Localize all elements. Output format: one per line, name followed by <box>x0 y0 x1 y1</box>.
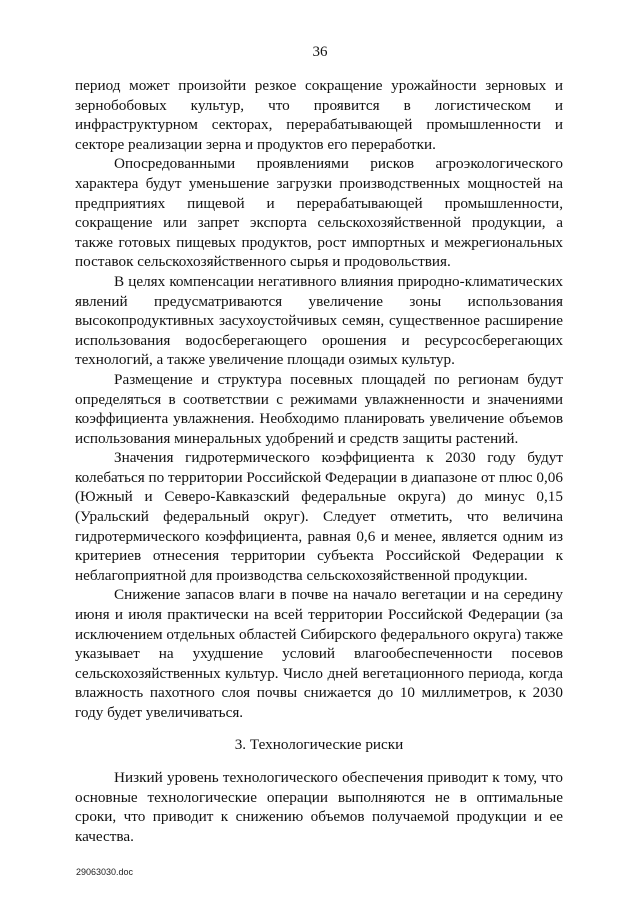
paragraph: Низкий уровень технологического обеспечения приводит к тому, что основные технологические операции выполняются не в оптимальные сроки, что приводит к снижению объемов получаемой продукции и ее качества. <box>75 769 563 845</box>
paragraph: Опосредованными проявлениями рисков агроэкологического характера будут уменьшение загрузки производственных мощностей на предприятиях пищевой и перерабатывающей промышленности, сокращение или запрет экспорта сельскохозяйственной продукции, а также готовых пищевых продуктов, рост импортных и межрегиональных поставок сельскохозяйственного сырья и продовольствия. <box>75 155 563 271</box>
paragraph-continued: период может произойти резкое сокращение урожайности зерновых и зернобобовых культур, что проявится в логистическом и инфраструктурном секторах, перерабатывающей промышленности и секторе реализации зерна и продуктов его переработки. <box>75 77 563 153</box>
paragraph: Снижение запасов влаги в почве на начало вегетации и на середину июня и июля практически на всей территории Российской Федерации (за исключением отдельных областей Сибирского федерального округа) также указывает на ухудшение условий влагообеспеченности посевов сельскохозяйственных культур. Число дней вегетационного периода, когда влажность пахотного слоя почвы снижается до 10 миллиметров, к 2030 году будет увеличиваться. <box>75 586 563 721</box>
paragraph: Размещение и структура посевных площадей по регионам будут определяться в соответствии с режимами увлажненности и значениями коэффициента увлажнения. Необходимо планировать увеличение объемов использования минеральных удобрений и средств защиты растений. <box>75 370 563 447</box>
document-body <box>75 76 563 847</box>
page-number: 36 <box>312 44 328 60</box>
paragraph: В целях компенсации негативного влияния природно-климатических явлений предусматриваются увеличение зоны использования высокопродуктивных засухоустойчивых семян, существенное расширение использования водосберегающего орошения и ресурсосберегающих технологий, а также увеличение площади озимых культур. <box>75 272 563 369</box>
footer-filename: 29063030.doc <box>76 867 134 877</box>
paragraph: Значения гидротермического коэффициента к 2030 году будут колебаться по территории Российской Федерации в диапазоне от плюс 0,06 (Южный и Северо-Кавказский федеральные округа) до минус 0,15 (Уральский федеральный округ). Следует отметить, что величина гидротермического коэффициента, равная 0,6 и менее, является одним из критериев отнесения территории субъекта Российской Федерации к неблагоприятной для производства сельскохозяйственной продукции. <box>75 449 563 584</box>
section-heading: 3. Технологические риски <box>234 735 404 753</box>
